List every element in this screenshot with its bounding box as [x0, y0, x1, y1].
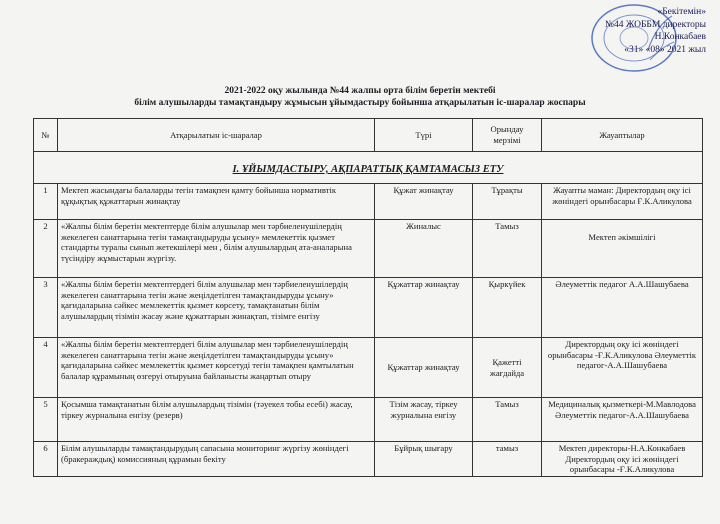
- header-responsible: Жауаптылар: [542, 119, 703, 152]
- document-title-line-1: 2021-2022 оқу жылында №44 жалпы орта білім беретін мектебі: [224, 86, 496, 96]
- approval-block: [605, 6, 706, 56]
- row-type: Құжаттар жинақтау: [375, 278, 473, 338]
- activities-table: [33, 118, 703, 477]
- row-task: Қосымша тамақтанатын білім алушылардың тізімін (тәуекел тобы есебі) жасау, тіркеу журналына енгізу (резерв): [58, 398, 375, 442]
- row-term: Қажетті жағдайда: [473, 338, 542, 398]
- header-term: Орындау мерзімі: [473, 119, 542, 152]
- row-responsible: Медициналық қызметкері-М.Мавлодова Әлеуметтік педагог-А.А.Шашубаева: [542, 398, 703, 442]
- row-task: «Жалпы білім беретін мектептерде білім алушылар мен тәрбиеленушілердің жекелеген санаттарына тегін тамақтандыруды ұсыну» мемлекеттік қызмет стандарты туралы сынып жетекшілері мен , білім алушылардың ата-аналарына түсіндіру жұмыстарын жүргізу.: [58, 220, 375, 278]
- approval-line-2: №44 ЖОББМ директоры: [604, 19, 706, 30]
- section-title: I. ҰЙЫМДАСТЫРУ, АҚПАРАТТЫҚ ҚАМТАМАСЫЗ ЕТУ: [34, 152, 703, 184]
- table-row: [34, 442, 703, 477]
- approval-line-1: «Бекітемін»: [657, 7, 706, 17]
- row-responsible: Жауапты маман: Директордың оқу ісі жөніндегі орынбасары Ғ.К.Аликулова: [542, 184, 703, 220]
- row-type: Бұйрық шығару: [375, 442, 473, 477]
- row-task: Білім алушыларды тамақтандырудың сапасына мониторинг жүргізу жөніндегі (бракераждық) комиссияның құрамын бекіту: [58, 442, 375, 477]
- row-task: «Жалпы білім беретін мектептердегі білім алушылар мен тәрбиеленушілердің жекелеген санаттарына тегін және жеңілдетілген тамақтандыруды ұсыну» қағидаларына сәйкес мемлекеттік қызмет көрсету, тамақтанатын білім алушылардың тізімін жасау және құжаттарын жинақтап, тізімге енгізу: [58, 278, 375, 338]
- table-row: [34, 338, 703, 398]
- header-type: Түрі: [375, 119, 473, 152]
- row-number: 6: [34, 442, 58, 477]
- row-number: 2: [34, 220, 58, 278]
- row-number: 3: [34, 278, 58, 338]
- row-task: «Жалпы білім беретін мектептердегі білім алушылар мен тәрбиеленушілердің жекелеген санаттарына тегін және жеңілдетілген тамақтандыруды ұсыну» қағидаларына сәйкес мемлекеттік қызмет көрсетуді тегін тамақпен қамтылатын балалар құрамының өзгеруі отыруына байланысты жаңартып отыру: [58, 338, 375, 398]
- row-number: 4: [34, 338, 58, 398]
- row-type: Құжаттар жинақтау: [375, 338, 473, 398]
- row-number: 1: [34, 184, 58, 220]
- row-term: Қыркүйек: [473, 278, 542, 338]
- table-row: [34, 184, 703, 220]
- header-number: №: [34, 119, 58, 152]
- row-responsible: Мектеп әкімшілігі: [542, 220, 703, 278]
- table-row: [34, 220, 703, 278]
- row-type: Тізім жасау, тіркеу журналына енгізу: [375, 398, 473, 442]
- row-type: Құжат жинақтау: [375, 184, 473, 220]
- document-title-line-2: білім алушыларды тамақтандыру жұмысын ұйымдастыру бойынша атқарылатын іс-шаралар жоспары: [134, 98, 586, 108]
- row-responsible: Әлеуметтік педагог А.А.Шашубаева: [542, 278, 703, 338]
- row-responsible: Директордың оқу ісі жөніндегі орынбасары -Ғ.К.Аликулова Әлеуметтік педагог-А.А.Шашубаева: [542, 338, 703, 398]
- row-responsible: Мектеп директоры-Н.А.Конкабаев Директордың оқу ісі жөніндегі орынбасары -Ғ.К.Аликулова: [542, 442, 703, 477]
- row-task: Мектеп жасындағы балаларды тегін тамақпен қамту бойынша нормативтік құқықтық құжаттарын жинақтау: [58, 184, 375, 220]
- table-row: [34, 398, 703, 442]
- table-row: [34, 278, 703, 338]
- row-term: Тамыз: [473, 398, 542, 442]
- approval-line-4: «31» «08» 2021 жыл: [624, 44, 706, 55]
- section-row: [34, 152, 703, 184]
- row-number: 5: [34, 398, 58, 442]
- row-term: Тамыз: [473, 220, 542, 278]
- approval-line-3: Н.Конкабаев: [654, 32, 706, 42]
- row-type: Жиналыс: [375, 220, 473, 278]
- table-header-row: [34, 119, 703, 152]
- header-task: Атқарылатын іс-шаралар: [58, 119, 375, 152]
- row-term: Тұрақты: [473, 184, 542, 220]
- row-term: тамыз: [473, 442, 542, 477]
